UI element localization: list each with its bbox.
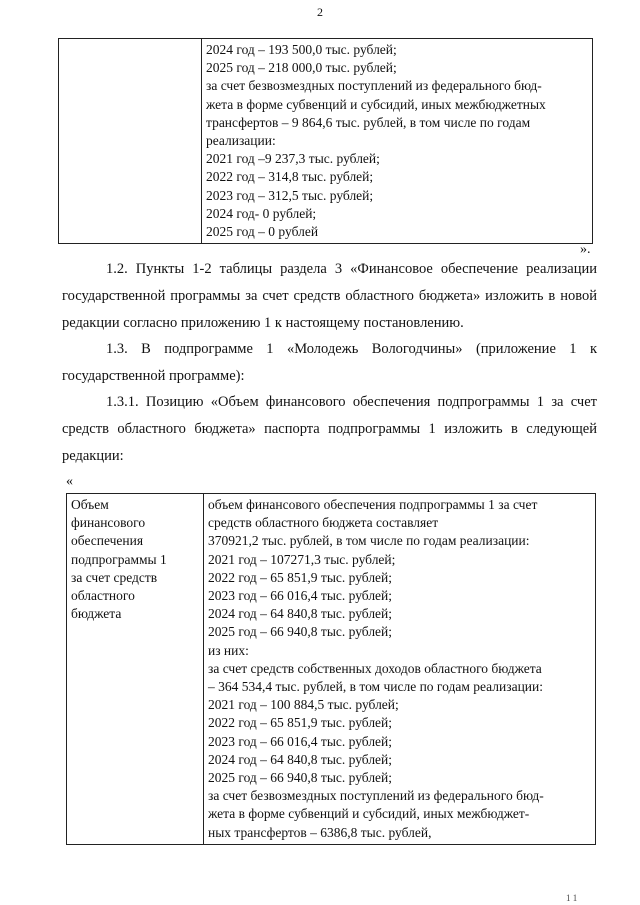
text-line: 2025 год – 66 940,8 тыс. рублей; xyxy=(208,770,393,786)
text-line: из них: xyxy=(208,642,249,658)
text-line: 2024 год – 193 500,0 тыс. рублей; xyxy=(206,42,397,57)
text-line: за счет средств собственных доходов областного бюджета xyxy=(208,660,542,676)
text-line: 2021 год – 107271,3 тыс. рублей; xyxy=(208,551,396,567)
label-line: областного xyxy=(71,588,135,604)
paragraph-1-2 xyxy=(62,256,597,337)
text-line: жета в форме субвенций и субсидий, иных межбюджетных xyxy=(206,96,546,112)
text-line: 2025 год – 0 рублей xyxy=(206,224,319,240)
label-line: бюджета xyxy=(71,606,122,622)
text-line: средств областного бюджета составляет xyxy=(208,515,439,531)
text-line: 2023 год – 66 016,4 тыс. рублей; xyxy=(208,733,393,749)
text-line: за счет безвозмездных поступлений из федерального бюд- xyxy=(206,78,542,94)
label-line: за счет средств xyxy=(71,569,158,585)
financing-table-continued xyxy=(58,38,593,244)
opening-quote: « xyxy=(66,474,73,489)
label-line: Объем xyxy=(71,497,109,512)
text-line: 2024 год – 64 840,8 тыс. рублей; xyxy=(208,606,393,622)
table-cell-content xyxy=(204,494,596,845)
closing-quote: ». xyxy=(580,242,591,257)
page-number: 2 xyxy=(317,5,323,19)
label-line: подпрограммы 1 xyxy=(71,551,167,567)
text-line: 2022 год – 65 851,9 тыс. рублей; xyxy=(208,569,393,585)
text-line: 2025 год – 218 000,0 тыс. рублей; xyxy=(206,60,397,76)
paragraph-1-3-1 xyxy=(62,389,597,470)
table-cell-label xyxy=(67,494,204,845)
text-line: 370921,2 тыс. рублей, в том числе по годам реализации: xyxy=(208,533,530,549)
text-line: 2021 год – 100 884,5 тыс. рублей; xyxy=(208,697,399,713)
text-line: объем финансового обеспечения подпрограммы 1 за счет xyxy=(208,497,538,512)
text-line: 2022 год – 314,8 тыс. рублей; xyxy=(206,169,374,185)
subprogram-financing-table xyxy=(66,493,596,845)
text-line: 2021 год –9 237,3 тыс. рублей; xyxy=(206,151,380,167)
text-line: жета в форме субвенций и субсидий, иных межбюджет- xyxy=(208,806,530,822)
text-line: ных трансфертов – 6386,8 тыс. рублей, xyxy=(208,824,432,840)
text-line: 2025 год – 66 940,8 тыс. рублей; xyxy=(208,624,393,640)
table-cell-content xyxy=(202,39,593,244)
text-line: 2024 год- 0 рублей; xyxy=(206,205,317,221)
text-line: 2023 год – 66 016,4 тыс. рублей; xyxy=(208,588,393,604)
footer-mark: 1 1 xyxy=(566,893,578,903)
paragraph-text: 1.3. В подпрограмме 1 «Молодежь Вологодчины» (приложение 1 к государственной программе): xyxy=(62,341,597,384)
text-line: за счет безвозмездных поступлений из федерального бюд- xyxy=(208,788,544,804)
text-line: трансфертов – 9 864,6 тыс. рублей, в том числе по годам xyxy=(206,114,531,130)
label-line: обеспечения xyxy=(71,533,144,549)
text-line: 2022 год – 65 851,9 тыс. рублей; xyxy=(208,715,393,731)
label-line: финансового xyxy=(71,515,146,531)
table-row xyxy=(59,39,593,244)
table-row xyxy=(67,494,596,845)
text-line: – 364 534,4 тыс. рублей, в том числе по годам реализации: xyxy=(208,679,544,695)
text-line: 2023 год – 312,5 тыс. рублей; xyxy=(206,187,374,203)
text-line: 2024 год – 64 840,8 тыс. рублей; xyxy=(208,751,393,767)
paragraph-1-3 xyxy=(62,336,597,390)
table-cell-label xyxy=(59,39,202,244)
paragraph-text: 1.3.1. Позицию «Объем финансового обеспечения подпрограммы 1 за счет средств областного бюджета» паспорта подпрограммы 1 изложить в следующей редакции: xyxy=(62,394,597,464)
paragraph-text: 1.2. Пункты 1-2 таблицы раздела 3 «Финансовое обеспечение реализации государственной программы за счет средств областного бюджета» изложить в новой редакции согласно приложению 1 к настоящему постановлению. xyxy=(62,261,597,331)
text-line: реализации: xyxy=(206,133,276,149)
